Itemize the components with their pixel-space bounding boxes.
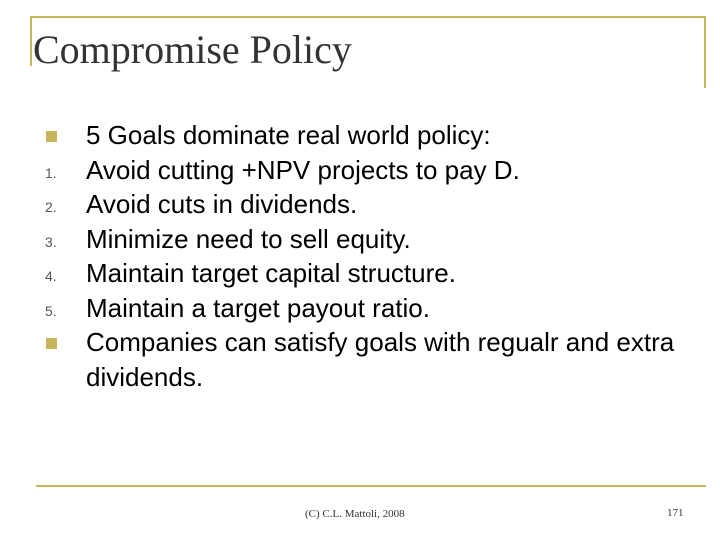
bullet-marker: [45, 118, 86, 153]
list-item: [45, 187, 685, 222]
bullet-marker: [45, 325, 86, 360]
bullet-text: Maintain target capital structure.: [86, 258, 456, 288]
number-marker: 4.: [45, 268, 57, 284]
bullet-text: Avoid cuts in dividends.: [86, 189, 358, 219]
bullet-text: Minimize need to sell equity.: [86, 223, 411, 254]
square-bullet-icon: [46, 338, 57, 349]
number-marker: 3.: [45, 233, 57, 250]
bullet-marker: [45, 153, 86, 188]
number-marker: 5.: [45, 302, 57, 319]
bullet-list: [45, 118, 685, 394]
footer-divider: [36, 485, 706, 487]
bullet-text: 5 Goals dominate real world policy:: [86, 120, 491, 150]
list-item: [45, 222, 685, 257]
bullet-marker: [45, 187, 86, 222]
footer-copyright: (C) C.L. Mattoli, 2008: [305, 508, 405, 520]
number-marker: 1.: [45, 164, 57, 181]
top-border-line: [30, 16, 706, 18]
square-bullet-icon: [46, 131, 57, 142]
right-border-line: [704, 16, 706, 88]
bullet-text: Maintain a target payout ratio.: [86, 292, 430, 323]
left-border-line: [30, 16, 32, 66]
number-marker: 2.: [45, 199, 57, 215]
list-item: [45, 256, 685, 291]
list-item: [45, 291, 685, 326]
bullet-marker: [45, 256, 86, 291]
list-item: [45, 153, 685, 188]
page-number: 171: [667, 507, 684, 519]
slide-title: Compromise Policy: [33, 27, 352, 72]
bullet-marker: [45, 222, 86, 257]
bullet-marker: [45, 291, 86, 326]
bullet-text: Avoid cutting +NPV projects to pay D.: [86, 154, 520, 185]
bullet-text: Companies can satisfy goals with regualr and extra dividends.: [86, 327, 675, 392]
list-item: [45, 118, 685, 153]
list-item: [45, 325, 685, 394]
